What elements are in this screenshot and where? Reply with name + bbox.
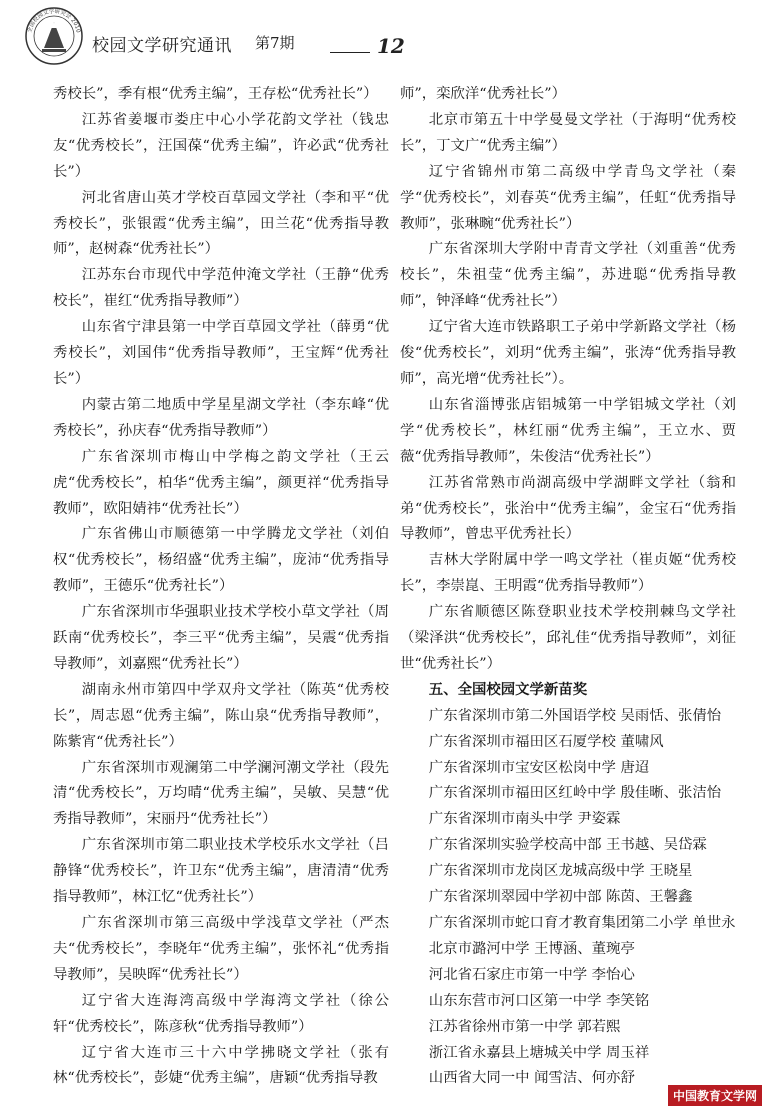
award-list-item: 山西省大同一中 闻雪洁、何亦舒 [428, 1070, 635, 1087]
award-list-item: 山东东营市河口区第一中学 李笑铭 [428, 992, 650, 1009]
award-paragraph: 江苏东台市现代中学范仲淹文学社（王静“优秀校长”，崔红“优秀指导教师”） [53, 267, 389, 310]
award-paragraph: 广东省顺德区陈登职业技术学校荆棘鸟文学社（梁泽洪“优秀校长”，邱礼佳“优秀指导教师”，刘征世“优秀社长”） [400, 604, 736, 672]
award-paragraph: 广东省佛山市顺德第一中学腾龙文学社（刘伯权“优秀校长”，杨绍盛“优秀主编”，庞沛“优秀指导教师”，王德乐“优秀社长”） [53, 526, 389, 595]
left-column [53, 82, 389, 1092]
award-list-item: 广东省深圳市第二外国语学校 吴雨恬、张倩怡 [428, 707, 722, 724]
award-paragraph: 广东省深圳市梅山中学梅之韵文学社（王云虎“优秀校长”，柏华“优秀主编”，颜更祥“优秀指导教师”，欧阳婧祎“优秀社长”） [53, 448, 389, 517]
issue-number: 第7期 [255, 34, 295, 52]
award-paragraph: 江苏省常熟市尚湖高级中学湖畔文学社（翁和弟“优秀校长”，张治中“优秀主编”，金宝石“优秀指导教师”，曾忠平优秀社长） [400, 474, 736, 543]
award-list-item: 江苏省徐州市第一中学 郭若熙 [428, 1018, 621, 1035]
section-heading: 五、全国校园文学新苗奖 [428, 681, 588, 698]
award-paragraph: 辽宁省大连市铁路职工子弟中学新路文学社（杨俊“优秀校长”，刘玥“优秀主编”，张涛“优秀指导教师”，高光增“优秀社长”）。 [400, 319, 736, 387]
award-paragraph: 北京市第五十中学曼曼文学社（于海明“优秀校长”，丁文广“优秀主编”） [400, 111, 736, 154]
award-list-item: 浙江省永嘉县上塘城关中学 周玉祥 [428, 1044, 650, 1061]
award-paragraph: 广东省深圳市华强职业技术学校小草文学社（周跃南“优秀校长”，李三平“优秀主编”，吴震“优秀指导教师”，刘嘉熙“优秀社长”） [53, 604, 389, 672]
award-paragraph: 吉林大学附属中学一鸣文学社（崔贞姬“优秀校长”，李崇崑、王明霞“优秀指导教师”） [400, 552, 736, 595]
award-list-item: 广东省深圳市龙岗区龙城高级中学 王晓星 [428, 863, 693, 880]
award-paragraph: 广东省深圳大学附中青青文学社（刘重善“优秀校长”，朱祖莹“优秀主编”，苏进聪“优秀指导教师”，钟泽峰“优秀社长”） [400, 241, 736, 310]
award-paragraph: 辽宁省锦州市第二高级中学青鸟文学社（秦学“优秀校长”，刘春英“优秀主编”，任虹“优秀指导教师”，张琳畹“优秀社长”） [400, 163, 736, 232]
award-list-item: 广东省深圳市宝安区松岗中学 唐迢 [428, 759, 650, 776]
award-paragraph: 湖南永州市第四中学双舟文学社（陈英“优秀校长”，周志恩“优秀主编”，陈山泉“优秀指导教师”，陈紫宵“优秀社长”） [53, 681, 389, 750]
award-paragraph: 山东省宁津县第一中学百草园文学社（薛勇“优秀校长”，刘国伟“优秀指导教师”，王宝辉“优秀社长”） [53, 319, 389, 387]
award-list-item: 广东省深圳市蛇口育才教育集团第二小学 单世永 [428, 915, 736, 931]
page-number: 12 [377, 34, 405, 58]
award-paragraph: 师”，栾欣洋“优秀社长”） [400, 86, 566, 102]
publication-title: 校园文学研究通讯 [92, 36, 232, 56]
award-paragraph: 广东省深圳市观澜第二中学澜河潮文学社（段先清“优秀校长”，万均晴“优秀主编”，吴敏、吴慧“优秀指导教师”，宋丽丹“优秀社长”） [53, 759, 389, 828]
right-column-paragraphs [400, 82, 736, 678]
award-paragraph: 广东省深圳市第二职业技术学校乐水文学社（吕静锋“优秀校长”，许卫东“优秀主编”，唐清清“优秀指导教师”，林江忆“优秀社长”） [53, 837, 389, 906]
award-list-item: 广东省深圳实验学校高中部 王书越、吴岱霖 [428, 837, 707, 854]
svg-text:全国校园文学研究会 2010: 全国校园文学研究会 2010 [27, 8, 81, 34]
page-header [0, 0, 768, 70]
award-paragraph: 山东省淄博张店铝城第一中学铝城文学社（刘学“优秀校长”，林红丽“优秀主编”，王立水、贾薇“优秀指导教师”，朱俊洁“优秀社长”） [400, 396, 736, 465]
society-seal-logo [24, 6, 84, 66]
award-paragraph: 河北省唐山英才学校百草园文学社（李和平“优秀校长”，张银霞“优秀主编”，田兰花“优秀指导教师”，赵树森“优秀社长”） [53, 189, 389, 258]
right-column [400, 82, 736, 1092]
award-list-item: 广东省深圳市福田区石厦学校 董啸风 [428, 733, 664, 750]
award-paragraph: 江苏省姜堰市娄庄中心小学花韵文学社（钱忠友“优秀校长”，汪国葆“优秀主编”，许必武“优秀社长”） [53, 111, 389, 180]
awards-list [400, 704, 736, 1093]
award-paragraph: 内蒙古第二地质中学星星湖文学社（李东峰“优秀校长”，孙庆春“优秀指导教师”） [53, 396, 389, 439]
award-list-item: 广东省深圳翠园中学初中部 陈茵、王馨鑫 [428, 889, 693, 906]
award-paragraph: 辽宁省大连海湾高级中学海湾文学社（徐公轩“优秀校长”，陈彦秋“优秀指导教师”） [53, 992, 389, 1035]
header-rule [330, 52, 370, 53]
award-list-item: 广东省深圳市福田区红岭中学 殷佳晰、张洁怡 [428, 785, 722, 802]
award-paragraph: 秀校长”，季有根“优秀主编”，王存松“优秀社长”） [53, 86, 378, 102]
award-paragraph: 广东省深圳市第三高级中学浅草文学社（严杰夫“优秀校长”，李晓年“优秀主编”，张怀礼“优秀指导教师”，吴映晖“优秀社长”） [53, 915, 389, 983]
award-paragraph: 辽宁省大连市三十六中学拂晓文学社（张有林“优秀校长”，彭婕“优秀主编”，唐颖“优秀指导教 [53, 1044, 389, 1087]
award-list-item: 河北省石家庄市第一中学 李怡心 [428, 966, 635, 983]
watermark: 中国教育文学网 [668, 1085, 762, 1106]
award-list-item: 北京市潞河中学 王博涵、董琬亭 [428, 940, 635, 957]
award-list-item: 广东省深圳市南头中学 尹姿霖 [428, 811, 621, 828]
